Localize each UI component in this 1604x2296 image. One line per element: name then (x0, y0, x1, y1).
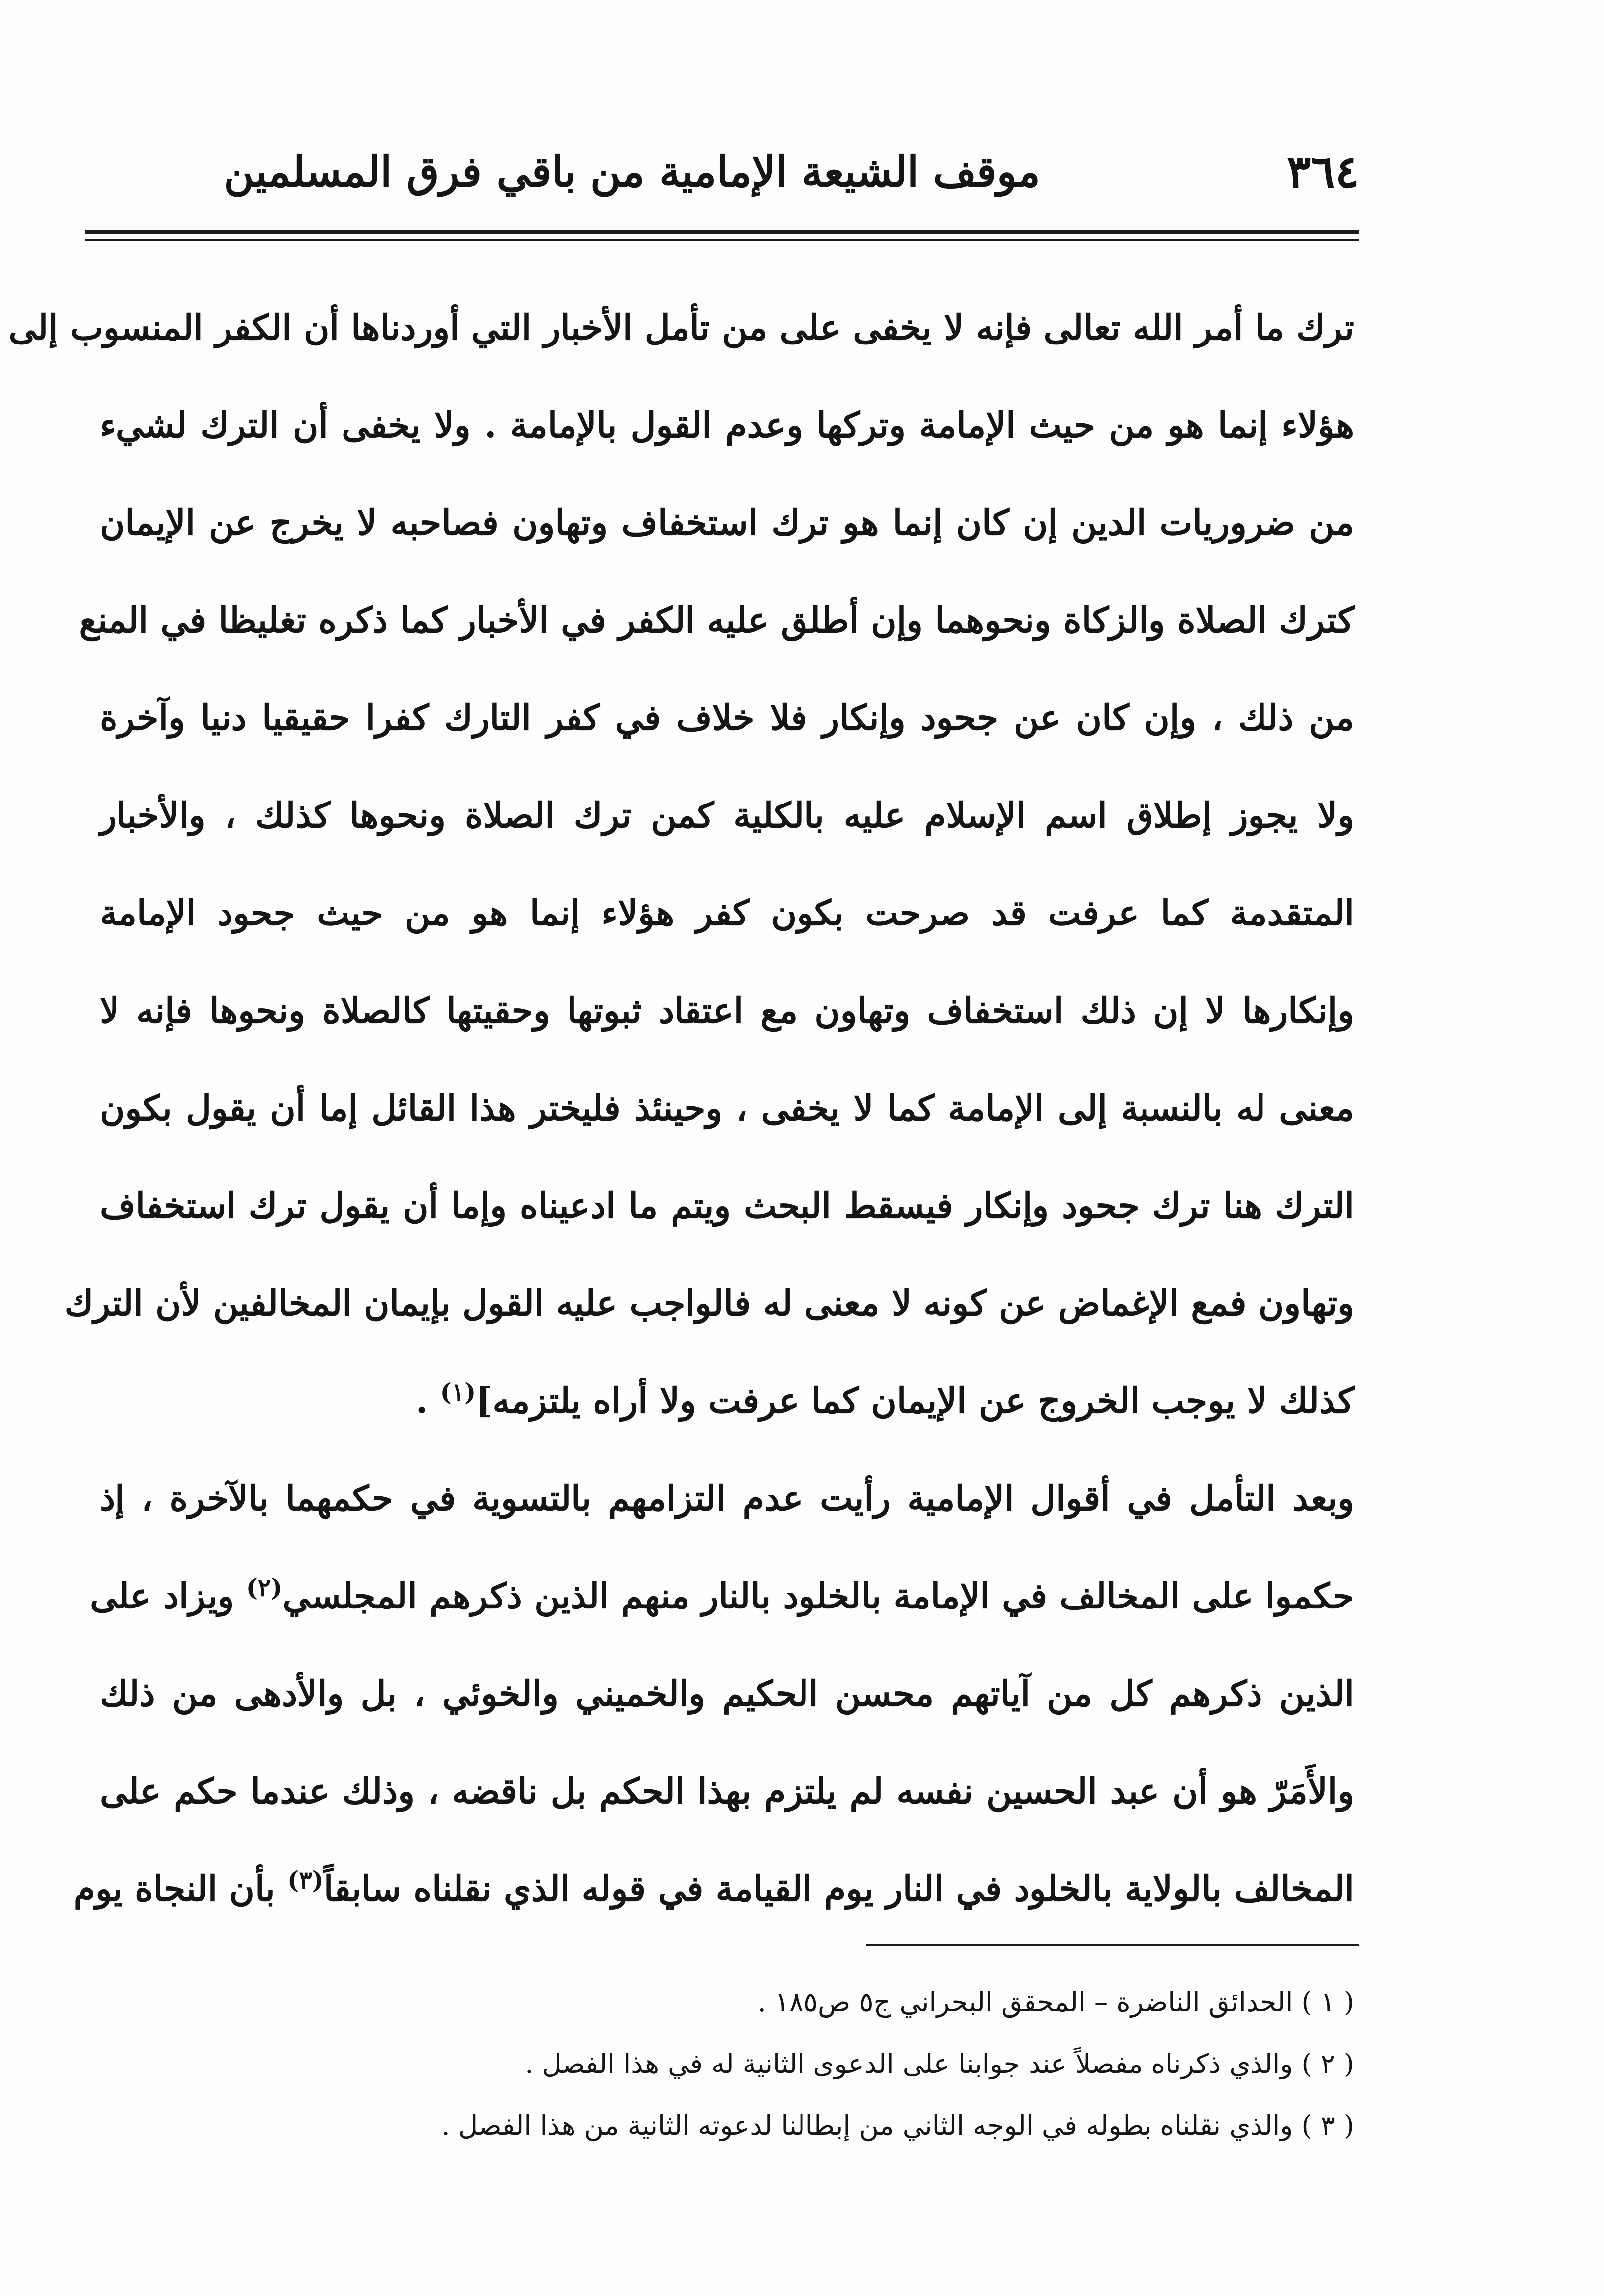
text-line: وإنكارها لا إن ذلك استخفاف وتهاون مع اعتقاد ثبوتها وحقيتها كالصلاة ونحوها فإنه لا (100, 990, 1354, 1031)
page-number: ٣٦٤ (1286, 145, 1359, 198)
text-line: من ذلك ، وإن كان عن جحود وإنكار فلا خلاف في كفر التارك كفرا حقيقيا دنيا وآخرة (100, 697, 1354, 738)
body-text (8, 279, 1354, 1938)
footnote-ref-2[interactable]: (٢) (246, 1573, 283, 1602)
text-line: معنى له بالنسبة إلى الإمامة كما لا يخفى ، وحينئذ فليختر هذا القائل إما أن يقول بكون (100, 1087, 1354, 1129)
line-end: ويزاد على (90, 1575, 246, 1616)
header-rule-thin (85, 239, 1359, 241)
footnote-ref-3[interactable]: (٣) (287, 1865, 324, 1895)
text-line (100, 1352, 1354, 1450)
text-line: الذين ذكرهم كل من آياتهم محسن الحكيم والخميني والخوئي ، بل والأدهى من ذلك (100, 1673, 1354, 1714)
footnote-ref-1[interactable]: (١) (440, 1378, 476, 1407)
line-end: بأن النجاة يوم (73, 1868, 288, 1909)
text-line: ترك ما أمر الله تعالى فإنه لا يخفى على من تأمل الأخبار التي أوردناها أن الكفر المنسوب إلى (8, 307, 1354, 348)
text-line (73, 1840, 1354, 1938)
line-end: . (415, 1380, 440, 1421)
footnote-1: ( ١ ) الحدائق الناضرة – المحقق البحراني ج٥ ص١٨٥ . (757, 1986, 1354, 2018)
line-text: حكموا على المخالف في الإمامة بالخلود بالنار منهم الذين ذكرهم المجلسي (282, 1575, 1354, 1616)
text-line (90, 1547, 1354, 1645)
running-title: موقف الشيعة الإمامية من باقي فرق المسلمين (224, 147, 1040, 196)
text-line: وتهاون فمع الإغماض عن كونه لا معنى له فالواجب عليه القول بإيمان المخالفين لأن الترك (64, 1282, 1354, 1324)
footnote-separator (866, 1944, 1359, 1946)
text-line: ولا يجوز إطلاق اسم الإسلام عليه بالكلية كمن ترك الصلاة ونحوها كذلك ، والأخبار (100, 795, 1354, 836)
line-text: كذلك لا يوجب الخروج عن الإيمان كما عرفت ولا أراه يلتزمه] (476, 1380, 1354, 1421)
footnote-3: ( ٣ ) والذي نقلناه بطوله في الوجه الثاني من إبطالنا لدعوته الثانية من هذا الفصل . (441, 2110, 1354, 2141)
text-line: كترك الصلاة والزكاة ونحوهما وإن أطلق عليه الكفر في الأخبار كما ذكره تغليظا في المنع (79, 599, 1354, 641)
footnotes (100, 1971, 1354, 2157)
footnote-2: ( ٢ ) والذي ذكرناه مفصلاً عند جوابنا على الدعوى الثانية له في هذا الفصل . (525, 2048, 1354, 2079)
line-text: المخالف بالولاية بالخلود في النار يوم القيامة في قوله الذي نقلناه سابقاً (323, 1868, 1354, 1909)
text-line: هؤلاء إنما هو من حيث الإمامة وتركها وعدم القول بالإمامة . ولا يخفى أن الترك لشيء (100, 404, 1354, 446)
header-rule-thick (85, 230, 1359, 234)
text-line: المتقدمة كما عرفت قد صرحت بكون كفر هؤلاء إنما هو من حيث جحود الإمامة (100, 892, 1354, 933)
text-line: وبعد التأمل في أقوال الإمامية رأيت عدم التزامهم بالتسوية في حكمهما بالآخرة ، إذ (100, 1478, 1354, 1519)
text-line: والأَمَرّ هو أن عبد الحسين نفسه لم يلتزم بهذا الحكم بل ناقضه ، وذلك عندما حكم على (100, 1770, 1354, 1812)
text-line: من ضروريات الدين إن كان إنما هو ترك استخفاف وتهاون فصاحبه لا يخرج عن الإيمان (100, 502, 1354, 543)
page-header (85, 139, 1359, 209)
text-line: الترك هنا ترك جحود وإنكار فيسقط البحث ويتم ما ادعيناه وإما أن يقول ترك استخفاف (100, 1185, 1354, 1226)
